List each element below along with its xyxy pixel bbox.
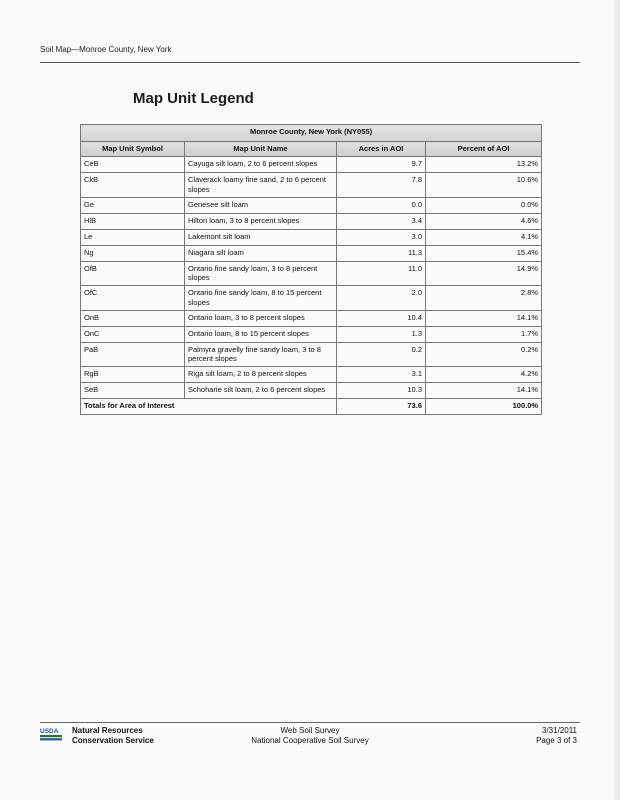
map-unit-name: Genesee silt loam — [185, 197, 337, 213]
percent-of-aoi: 15.4% — [426, 245, 542, 261]
table-caption: Monroe County, New York (NY055) — [81, 125, 542, 142]
map-unit-symbol: Ng — [81, 245, 185, 261]
acres-in-aoi: 3.4 — [337, 213, 426, 229]
map-unit-symbol: OfC — [81, 286, 185, 311]
footer-right — [536, 726, 577, 746]
percent-of-aoi: 14.9% — [426, 261, 542, 286]
acres-in-aoi: 7.8 — [337, 173, 426, 198]
map-unit-name: Palmyra gravelly fine sandy loam, 3 to 8 percent slopes — [185, 342, 337, 367]
table-row — [81, 326, 542, 342]
table-row — [81, 367, 542, 383]
map-unit-symbol: OfB — [81, 261, 185, 286]
map-unit-symbol: Le — [81, 229, 185, 245]
table-row — [81, 342, 542, 367]
map-unit-name: Riga silt loam, 2 to 8 percent slopes — [185, 367, 337, 383]
map-unit-symbol: RgB — [81, 367, 185, 383]
map-unit-legend-table — [80, 124, 542, 415]
agency-line-1: Natural Resources — [72, 726, 143, 735]
table-row — [81, 157, 542, 173]
column-header-symbol: Map Unit Symbol — [81, 142, 185, 157]
column-header-acres: Acres in AOI — [337, 142, 426, 157]
percent-of-aoi: 14.1% — [426, 383, 542, 399]
agency-line-2: Conservation Service — [72, 736, 154, 745]
percent-of-aoi: 0.2% — [426, 342, 542, 367]
footer-date: 3/31/2011 — [542, 726, 577, 735]
acres-in-aoi: 3.1 — [337, 367, 426, 383]
table-row — [81, 286, 542, 311]
totals-percent: 100.0% — [426, 399, 542, 415]
map-unit-name: Ontario fine sandy loam, 3 to 8 percent slopes — [185, 261, 337, 286]
percent-of-aoi: 2.8% — [426, 286, 542, 311]
map-unit-symbol: PaB — [81, 342, 185, 367]
map-unit-symbol: HlB — [81, 213, 185, 229]
map-unit-symbol: CeB — [81, 157, 185, 173]
acres-in-aoi: 3.0 — [337, 229, 426, 245]
percent-of-aoi: 13.2% — [426, 157, 542, 173]
map-unit-name: Ontario loam, 3 to 8 percent slopes — [185, 310, 337, 326]
map-unit-name: Lakemont silt loam — [185, 229, 337, 245]
usda-logo — [40, 726, 62, 742]
footer-ncss: National Cooperative Soil Survey — [251, 736, 369, 745]
acres-in-aoi: 2.0 — [337, 286, 426, 311]
totals-acres: 73.6 — [337, 399, 426, 415]
totals-row — [81, 399, 542, 415]
table-row — [81, 197, 542, 213]
page-heading: Map Unit Legend — [133, 90, 254, 107]
page-edge — [614, 0, 620, 800]
map-unit-name: Claverack loamy fine sand, 2 to 6 percent slopes — [185, 173, 337, 198]
map-unit-name: Hilton loam, 3 to 8 percent slopes — [185, 213, 337, 229]
map-unit-name: Niagara silt loam — [185, 245, 337, 261]
acres-in-aoi: 11.0 — [337, 261, 426, 286]
footer-page-number: Page 3 of 3 — [536, 736, 577, 745]
acres-in-aoi: 0.0 — [337, 197, 426, 213]
table-row — [81, 245, 542, 261]
percent-of-aoi: 4.6% — [426, 213, 542, 229]
usda-logo-text: USDA — [40, 728, 59, 735]
map-unit-name: Ontario fine sandy loam, 8 to 15 percent slopes — [185, 286, 337, 311]
footer-divider — [40, 722, 580, 723]
table-row — [81, 261, 542, 286]
map-unit-symbol: OnB — [81, 310, 185, 326]
acres-in-aoi: 0.2 — [337, 342, 426, 367]
map-unit-symbol: OnC — [81, 326, 185, 342]
table-row — [81, 213, 542, 229]
acres-in-aoi: 10.3 — [337, 383, 426, 399]
percent-of-aoi: 0.0% — [426, 197, 542, 213]
table-row — [81, 173, 542, 198]
totals-label: Totals for Area of Interest — [81, 399, 337, 415]
map-unit-symbol: CkB — [81, 173, 185, 198]
footer-center — [210, 726, 410, 746]
acres-in-aoi: 11.3 — [337, 245, 426, 261]
header-divider — [40, 62, 580, 63]
agency-name — [72, 726, 154, 746]
acres-in-aoi: 9.7 — [337, 157, 426, 173]
table-row — [81, 229, 542, 245]
table-row — [81, 310, 542, 326]
table-row — [81, 383, 542, 399]
footer-web-soil-survey: Web Soil Survey — [280, 726, 340, 735]
map-unit-name: Schoharie silt loam, 2 to 6 percent slopes — [185, 383, 337, 399]
acres-in-aoi: 1.3 — [337, 326, 426, 342]
map-unit-symbol: SeB — [81, 383, 185, 399]
map-unit-name: Cayuga silt loam, 2 to 6 percent slopes — [185, 157, 337, 173]
percent-of-aoi: 4.2% — [426, 367, 542, 383]
map-unit-symbol: Ge — [81, 197, 185, 213]
percent-of-aoi: 4.1% — [426, 229, 542, 245]
percent-of-aoi: 10.6% — [426, 173, 542, 198]
acres-in-aoi: 10.4 — [337, 310, 426, 326]
percent-of-aoi: 1.7% — [426, 326, 542, 342]
map-unit-name: Ontario loam, 8 to 15 percent slopes — [185, 326, 337, 342]
percent-of-aoi: 14.1% — [426, 310, 542, 326]
column-header-percent: Percent of AOI — [426, 142, 542, 157]
column-header-name: Map Unit Name — [185, 142, 337, 157]
document-header-title: Soil Map—Monroe County, New York — [40, 45, 172, 54]
